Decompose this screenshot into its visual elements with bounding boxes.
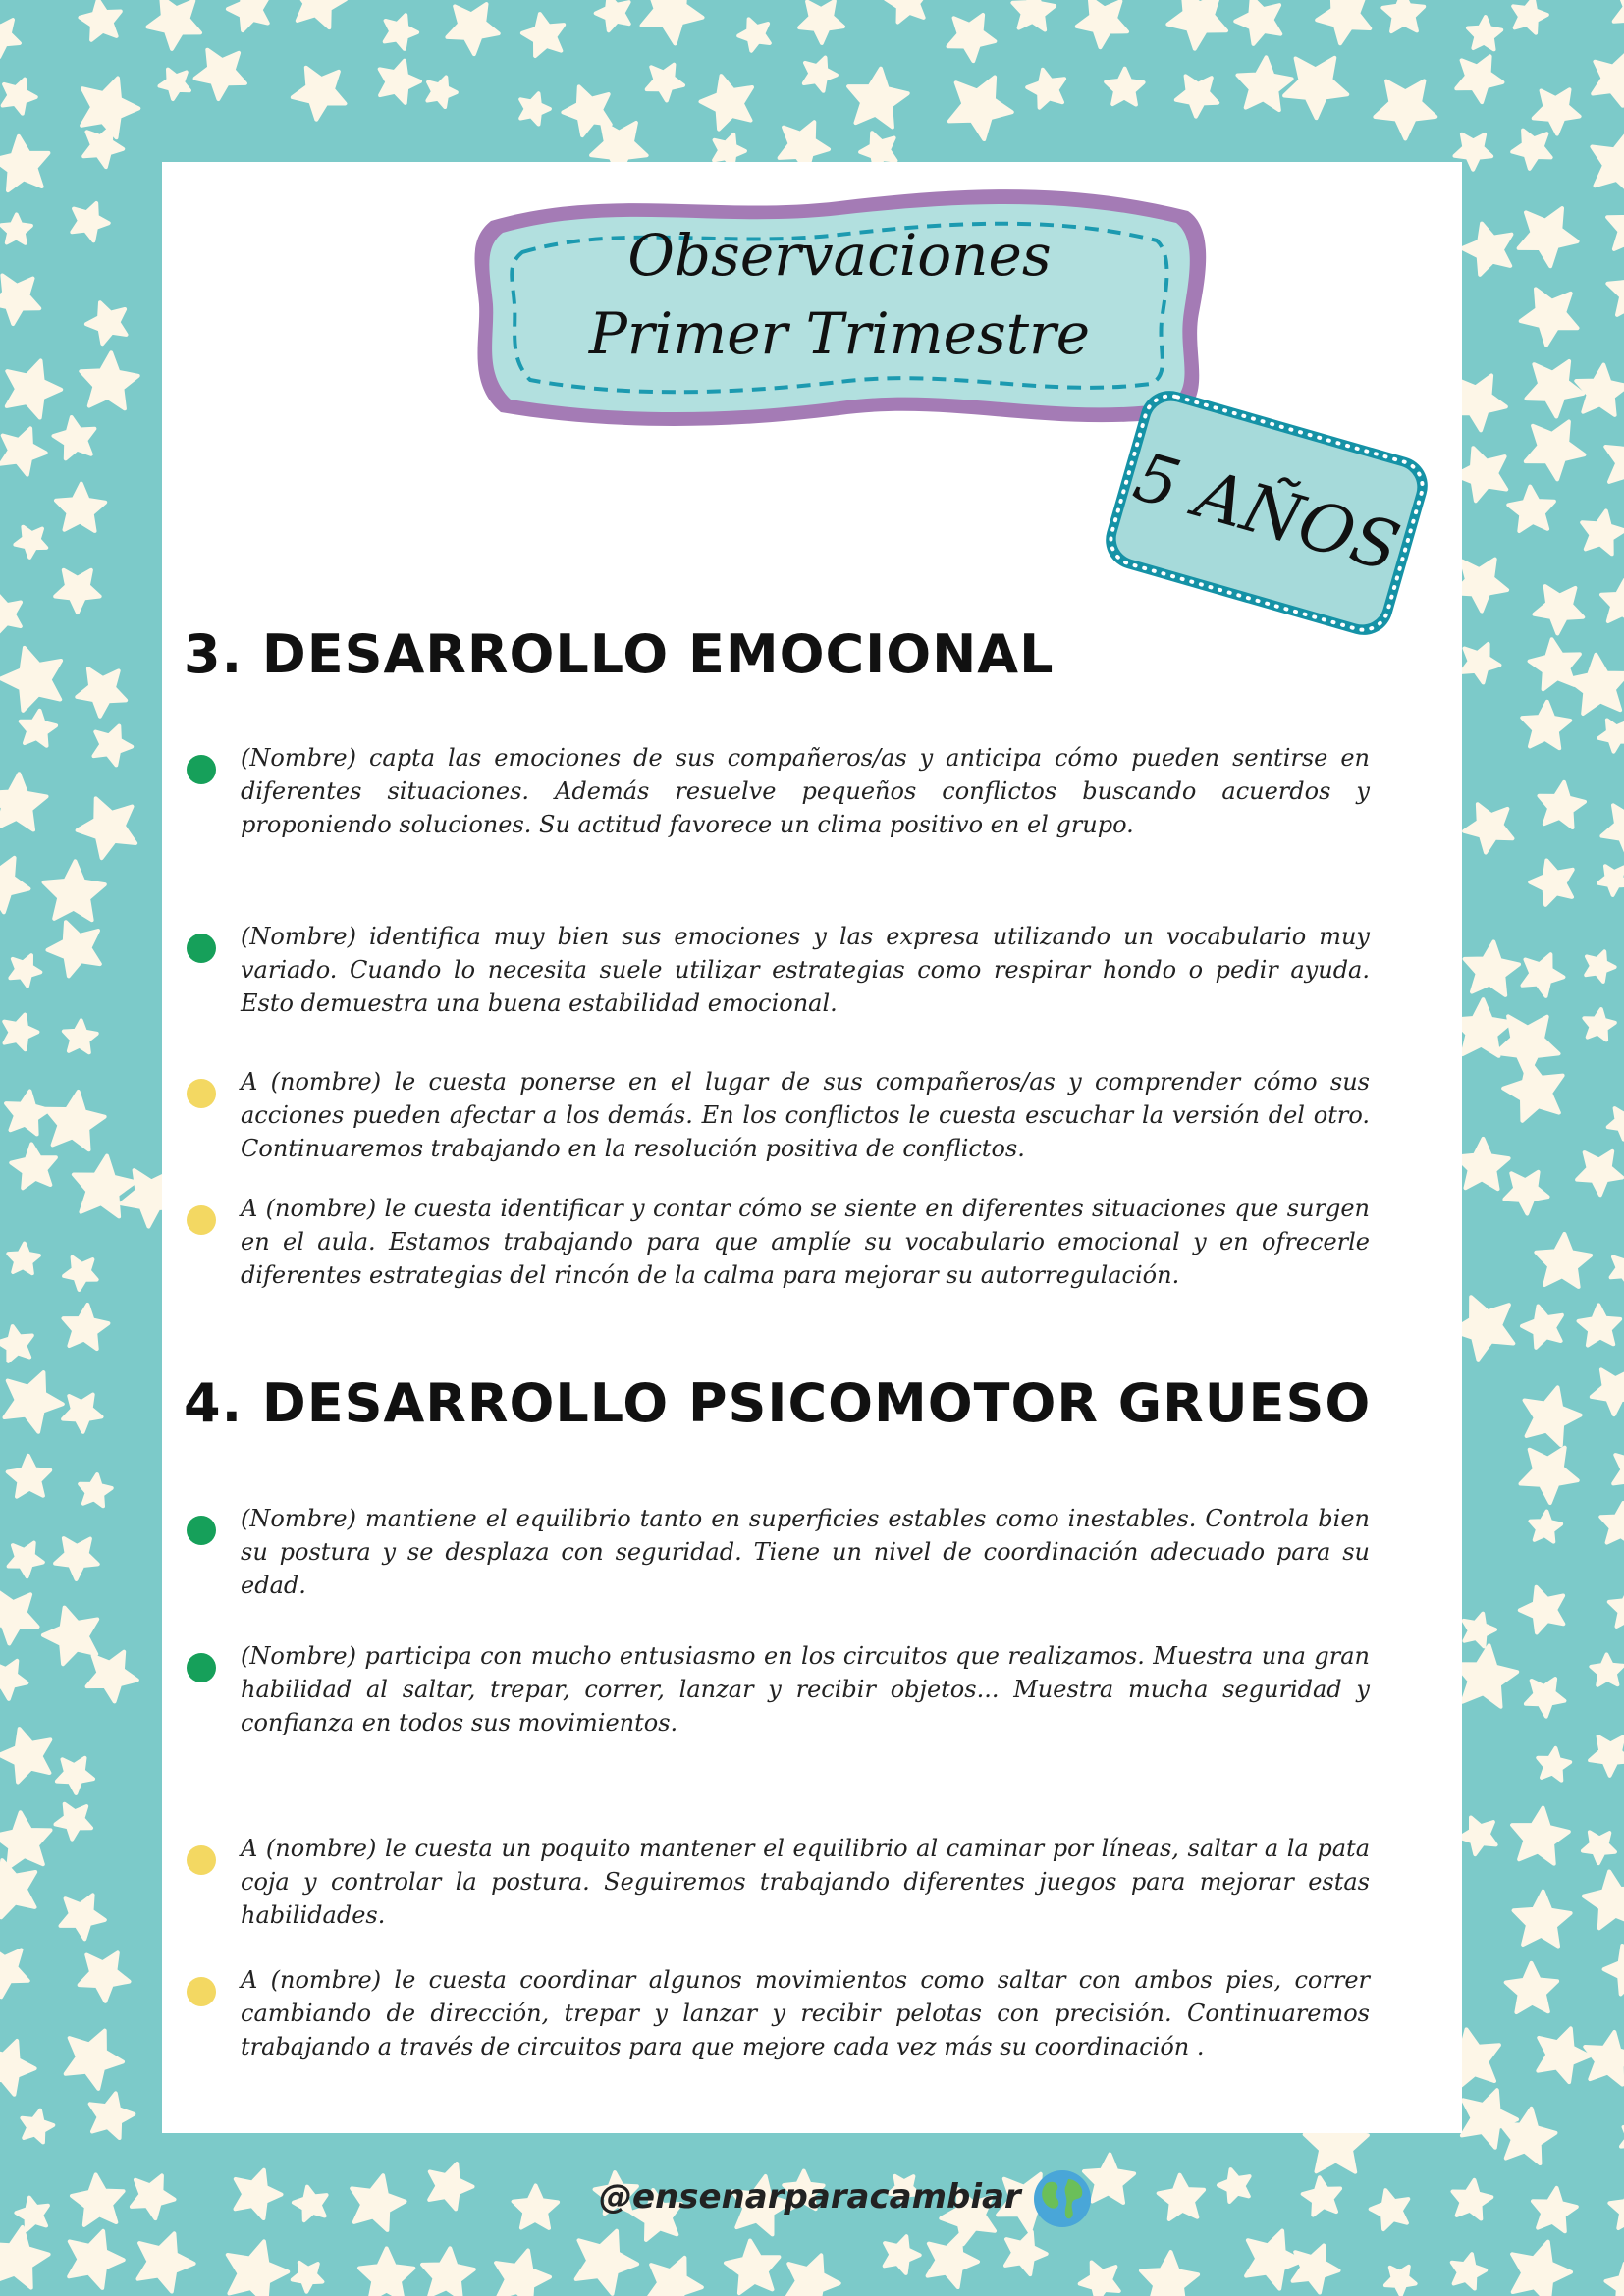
star-icon bbox=[1513, 0, 1547, 33]
star-icon bbox=[293, 2263, 323, 2292]
star-icon bbox=[10, 955, 40, 986]
star-icon bbox=[1609, 2187, 1624, 2228]
star-icon bbox=[69, 2231, 124, 2288]
star-icon bbox=[1523, 954, 1564, 996]
star-icon bbox=[0, 1948, 28, 1998]
star-icon bbox=[1462, 224, 1511, 275]
star-icon bbox=[81, 352, 137, 408]
star-icon bbox=[1613, 1448, 1624, 1494]
star-icon bbox=[0, 136, 48, 190]
star-icon bbox=[1462, 2090, 1517, 2147]
star-icon bbox=[94, 726, 133, 766]
green-dot bbox=[187, 755, 216, 784]
star-icon bbox=[64, 1305, 109, 1349]
star-icon bbox=[514, 2186, 559, 2228]
yellow-dot bbox=[187, 1845, 216, 1875]
age-label: 5 AÑOS bbox=[1125, 438, 1408, 588]
star-icon bbox=[1460, 1818, 1496, 1855]
star-icon bbox=[385, 15, 417, 49]
star-icon bbox=[1465, 942, 1519, 995]
star-icon bbox=[804, 58, 837, 91]
star-icon bbox=[786, 2255, 839, 2296]
star-icon bbox=[359, 2249, 413, 2296]
star-icon bbox=[1, 428, 46, 474]
star-icon bbox=[1536, 1234, 1591, 1287]
star-icon bbox=[64, 1257, 97, 1290]
star-icon bbox=[1455, 1645, 1517, 1706]
star-icon bbox=[1514, 1892, 1571, 1947]
star-icon bbox=[1522, 1307, 1562, 1348]
star-icon bbox=[1592, 132, 1624, 194]
star-icon bbox=[1, 648, 61, 711]
star-icon bbox=[1584, 1009, 1614, 1040]
star-icon bbox=[1293, 2246, 1339, 2293]
star-icon bbox=[132, 2175, 175, 2218]
star-icon bbox=[1607, 201, 1624, 253]
star-icon bbox=[56, 1804, 92, 1840]
star-icon bbox=[1534, 89, 1580, 133]
star-icon bbox=[1533, 2188, 1577, 2231]
star-icon bbox=[15, 527, 46, 558]
star-icon bbox=[1527, 361, 1584, 417]
star-icon bbox=[1106, 69, 1143, 105]
star-icon bbox=[1504, 1172, 1547, 1214]
star-icon bbox=[1371, 2190, 1409, 2229]
star-icon bbox=[701, 76, 753, 129]
star-icon bbox=[55, 1538, 98, 1579]
star-icon bbox=[1456, 1139, 1508, 1189]
star-icon bbox=[46, 1092, 105, 1149]
star-icon bbox=[576, 2231, 637, 2294]
star-icon bbox=[642, 0, 703, 43]
star-icon bbox=[447, 4, 498, 54]
star-icon bbox=[1521, 1448, 1578, 1503]
star-icon bbox=[236, 2170, 282, 2218]
star-icon bbox=[1080, 2263, 1119, 2296]
star-icon bbox=[1508, 487, 1554, 531]
star-icon bbox=[1, 215, 31, 243]
star-icon bbox=[422, 2248, 474, 2296]
star-icon bbox=[1606, 2264, 1624, 2296]
star-icon bbox=[496, 2251, 550, 2296]
star-icon bbox=[1586, 951, 1614, 982]
star-icon bbox=[16, 2198, 48, 2230]
star-icon bbox=[72, 203, 108, 240]
star-icon bbox=[1303, 2177, 1340, 2215]
green-dot bbox=[187, 934, 216, 963]
star-icon bbox=[1167, 0, 1226, 49]
star-icon bbox=[1605, 432, 1624, 489]
star-icon bbox=[1526, 422, 1585, 480]
item-text: A (nombre) le cuesta ponerse en el lugar de sus compañeros/as y comprender cómo sus acciones pueden afectar a los demás. En los conflictos le cuesta escuchar la versión del otro. Continuaremos trabajando en la resolución positiva de conflictos. bbox=[241, 1068, 1370, 1162]
star-icon bbox=[66, 2031, 123, 2089]
star-icon bbox=[1531, 1512, 1562, 1542]
star-icon bbox=[293, 68, 346, 120]
star-icon bbox=[1512, 1808, 1569, 1864]
star-icon bbox=[520, 93, 550, 124]
star-icon bbox=[0, 858, 28, 912]
green-dot bbox=[187, 1653, 216, 1682]
star-icon bbox=[90, 2093, 135, 2138]
star-icon bbox=[8, 1456, 51, 1497]
star-icon bbox=[0, 1729, 50, 1782]
star-icon bbox=[1077, 0, 1127, 47]
star-icon bbox=[80, 1474, 112, 1506]
star-icon bbox=[54, 417, 95, 458]
star-icon bbox=[1238, 57, 1292, 110]
section-heading-psicomotor: 4. DESARROLLO PSICOMOTOR GRUESO bbox=[184, 1372, 1372, 1434]
yellow-dot bbox=[187, 1977, 216, 2006]
star-icon bbox=[1218, 2169, 1250, 2202]
globe-icon bbox=[1031, 2167, 1094, 2230]
page-title bbox=[461, 216, 1218, 373]
star-icon bbox=[1591, 1655, 1623, 1685]
star-icon bbox=[1593, 54, 1624, 106]
star-icon bbox=[1519, 208, 1578, 266]
yellow-dot bbox=[187, 1205, 216, 1235]
star-icon bbox=[9, 1543, 43, 1577]
star-icon bbox=[429, 2163, 472, 2209]
star-icon bbox=[11, 1144, 56, 1188]
star-icon bbox=[1506, 1963, 1557, 2012]
star-icon bbox=[160, 70, 189, 99]
star-icon bbox=[7, 361, 61, 418]
star-icon bbox=[148, 0, 201, 49]
star-icon bbox=[1235, 0, 1280, 44]
item-text: A (nombre) le cuesta coordinar algunos movimientos como saltar con ambos pies, correr cambiando de dirección, trepar y lanzar y recibir pelotas con precisión. Continuaremos trabajando a través de circuitos para que mejore cada vez más su coordinación . bbox=[241, 1966, 1370, 2060]
star-icon bbox=[1385, 2267, 1416, 2296]
green-dot bbox=[187, 1516, 216, 1545]
star-icon bbox=[1535, 586, 1584, 633]
star-icon bbox=[1456, 56, 1502, 102]
star-icon bbox=[1614, 0, 1624, 35]
star-icon bbox=[352, 2175, 405, 2230]
star-icon bbox=[1568, 655, 1624, 714]
item-text: (Nombre) mantiene el equilibrio tanto en superficies estables como inestables. Controla bien su postura y se desplaza con seguridad. Tiene un nivel de coordinación adecuado para su edad. bbox=[241, 1505, 1370, 1599]
star-icon bbox=[8, 1244, 39, 1274]
star-icon bbox=[1176, 76, 1218, 116]
star-icon bbox=[1464, 1614, 1495, 1647]
star-icon bbox=[1599, 721, 1624, 752]
star-icon bbox=[1607, 265, 1624, 316]
item-text: A (nombre) le cuesta un poquito mantener el equilibrio al caminar por líneas, saltar a la pata coja y controlar la postura. Seguiremos trabajando diferentes juegos para mejorar estas habilidades. bbox=[241, 1835, 1370, 1929]
star-icon bbox=[294, 2187, 327, 2220]
item-text: (Nombre) identifica muy bien sus emociones y las expresa utilizando un vocabulario muy variado. Cuando lo necesita suele utilizar estrategias como respirar hondo o pedir ayuda. Esto demuestra una buena estabilidad emocional. bbox=[241, 923, 1370, 1017]
star-icon bbox=[1461, 644, 1499, 682]
star-icon bbox=[0, 2227, 49, 2288]
star-icon bbox=[61, 1895, 105, 1939]
star-icon bbox=[72, 2174, 124, 2225]
star-icon bbox=[1521, 289, 1578, 345]
star-icon bbox=[77, 668, 126, 717]
star-icon bbox=[648, 2258, 702, 2296]
star-icon bbox=[78, 798, 136, 858]
star-icon bbox=[22, 2110, 53, 2143]
star-icon bbox=[1375, 81, 1435, 139]
star-icon bbox=[1598, 866, 1624, 895]
star-icon bbox=[1530, 861, 1573, 905]
star-icon bbox=[928, 2235, 978, 2287]
star-icon bbox=[1005, 2232, 1047, 2274]
star-icon bbox=[1141, 2252, 1198, 2296]
star-icon bbox=[1604, 1946, 1624, 1994]
star-icon bbox=[0, 1812, 51, 1867]
star-icon bbox=[1520, 1587, 1564, 1633]
star-icon bbox=[1317, 0, 1370, 43]
star-icon bbox=[1585, 2032, 1624, 2085]
star-icon bbox=[1540, 782, 1586, 828]
star-icon bbox=[1576, 365, 1624, 415]
star-icon bbox=[44, 861, 105, 920]
star-icon bbox=[1579, 1305, 1621, 1345]
item-text: (Nombre) capta las emociones de sus compañeros/as y anticipa cómo pueden sentirse en diferentes situaciones. Además resuelve pequeños conflictos buscando acuerdos y proponiendo soluciones. Su actitud favorece un clima positivo en el grupo. bbox=[241, 744, 1370, 838]
star-icon bbox=[74, 1156, 135, 1217]
star-icon bbox=[1590, 1736, 1624, 1776]
star-icon bbox=[1284, 58, 1347, 118]
star-icon bbox=[55, 570, 99, 613]
star-icon bbox=[1601, 805, 1624, 856]
star-icon bbox=[948, 15, 996, 61]
star-icon bbox=[57, 1758, 93, 1793]
star-icon bbox=[1512, 2242, 1571, 2296]
star-icon bbox=[1503, 1060, 1562, 1121]
star-icon bbox=[799, 1, 843, 43]
star-icon bbox=[1609, 1587, 1624, 1627]
star-icon bbox=[1012, 0, 1055, 30]
star-icon bbox=[4, 1015, 37, 1050]
star-icon bbox=[848, 69, 908, 128]
section-heading-emocional: 3. DESARROLLO EMOCIONAL bbox=[184, 623, 1055, 685]
star-icon bbox=[1453, 2180, 1492, 2219]
star-icon bbox=[1027, 70, 1064, 108]
star-icon bbox=[1608, 1108, 1624, 1140]
star-icon bbox=[1538, 1748, 1570, 1781]
star-icon bbox=[0, 774, 47, 829]
star-icon bbox=[64, 1020, 97, 1052]
star-icon bbox=[195, 50, 245, 99]
star-icon bbox=[1525, 1387, 1581, 1445]
star-icon bbox=[80, 1952, 130, 2001]
star-icon bbox=[0, 2041, 35, 2095]
star-icon bbox=[0, 276, 39, 325]
item-text: (Nombre) participa con mucho entusiasmo en los circuitos que realizamos. Muestra una gran habilidad al saltar, trepar, correr, lanzar y recibir objetos... Muestra mucha seguridad y confianza en todos sus movimientos. bbox=[241, 1642, 1370, 1736]
star-icon bbox=[43, 1608, 97, 1665]
star-icon bbox=[949, 78, 1012, 140]
star-icon bbox=[138, 2233, 194, 2291]
star-icon bbox=[87, 1652, 137, 1702]
star-icon bbox=[1583, 1832, 1615, 1863]
star-icon bbox=[56, 484, 105, 531]
star-icon bbox=[596, 0, 629, 30]
footer-handle: @ensenarparacambiar bbox=[599, 2177, 1021, 2216]
item-text: A (nombre) le cuesta identificar y contar cómo se siente en diferentes situaciones que surgen en el aula. Estamos trabajando para que amplíe su vocabulario emocional y en ofrecerle diferentes estrategias del rincón de la calma para mejorar su autorregulación. bbox=[241, 1195, 1370, 1289]
star-icon bbox=[885, 2236, 920, 2273]
star-icon bbox=[3, 80, 36, 114]
star-icon bbox=[81, 0, 121, 40]
star-icon bbox=[1159, 2175, 1204, 2219]
star-icon bbox=[1522, 702, 1570, 748]
star-icon bbox=[427, 78, 456, 108]
star-icon bbox=[738, 19, 770, 50]
star-icon bbox=[6, 1092, 49, 1135]
star-icon bbox=[0, 19, 20, 57]
star-icon bbox=[228, 2241, 288, 2296]
star-icon bbox=[1582, 511, 1624, 555]
star-icon bbox=[0, 1661, 27, 1699]
star-icon bbox=[0, 1591, 38, 1643]
star-icon bbox=[295, 0, 347, 27]
star-icon bbox=[1452, 2254, 1486, 2288]
star-icon bbox=[1526, 1679, 1565, 1717]
star-icon bbox=[886, 0, 927, 23]
star-icon bbox=[228, 0, 269, 30]
star-icon bbox=[0, 595, 21, 634]
star-icon bbox=[1577, 1151, 1622, 1196]
star-icon bbox=[1584, 1872, 1624, 1929]
star-icon bbox=[1601, 580, 1624, 623]
star-icon bbox=[522, 14, 564, 56]
star-icon bbox=[1592, 1369, 1624, 1415]
star-icon bbox=[1382, 0, 1424, 31]
star-icon bbox=[0, 1326, 32, 1362]
star-icon bbox=[1512, 131, 1550, 169]
star-icon bbox=[647, 65, 683, 101]
star-icon bbox=[1464, 804, 1512, 852]
star-icon bbox=[1611, 1253, 1624, 1286]
star-icon bbox=[21, 711, 56, 746]
yellow-dot bbox=[187, 1079, 216, 1108]
title-line-2: Primer Trimestre bbox=[588, 300, 1091, 367]
star-icon bbox=[48, 922, 100, 976]
star-icon bbox=[0, 1860, 35, 1917]
star-icon bbox=[380, 61, 420, 103]
star-icon bbox=[1538, 2028, 1590, 2082]
star-icon bbox=[1600, 1503, 1624, 1545]
star-icon bbox=[86, 302, 127, 344]
star-icon bbox=[1455, 448, 1506, 501]
star-icon bbox=[726, 2241, 779, 2294]
star-icon bbox=[5, 1372, 63, 1432]
star-icon bbox=[1468, 17, 1501, 49]
title-line-1: Observaciones bbox=[627, 222, 1052, 289]
star-icon bbox=[63, 1395, 101, 1432]
